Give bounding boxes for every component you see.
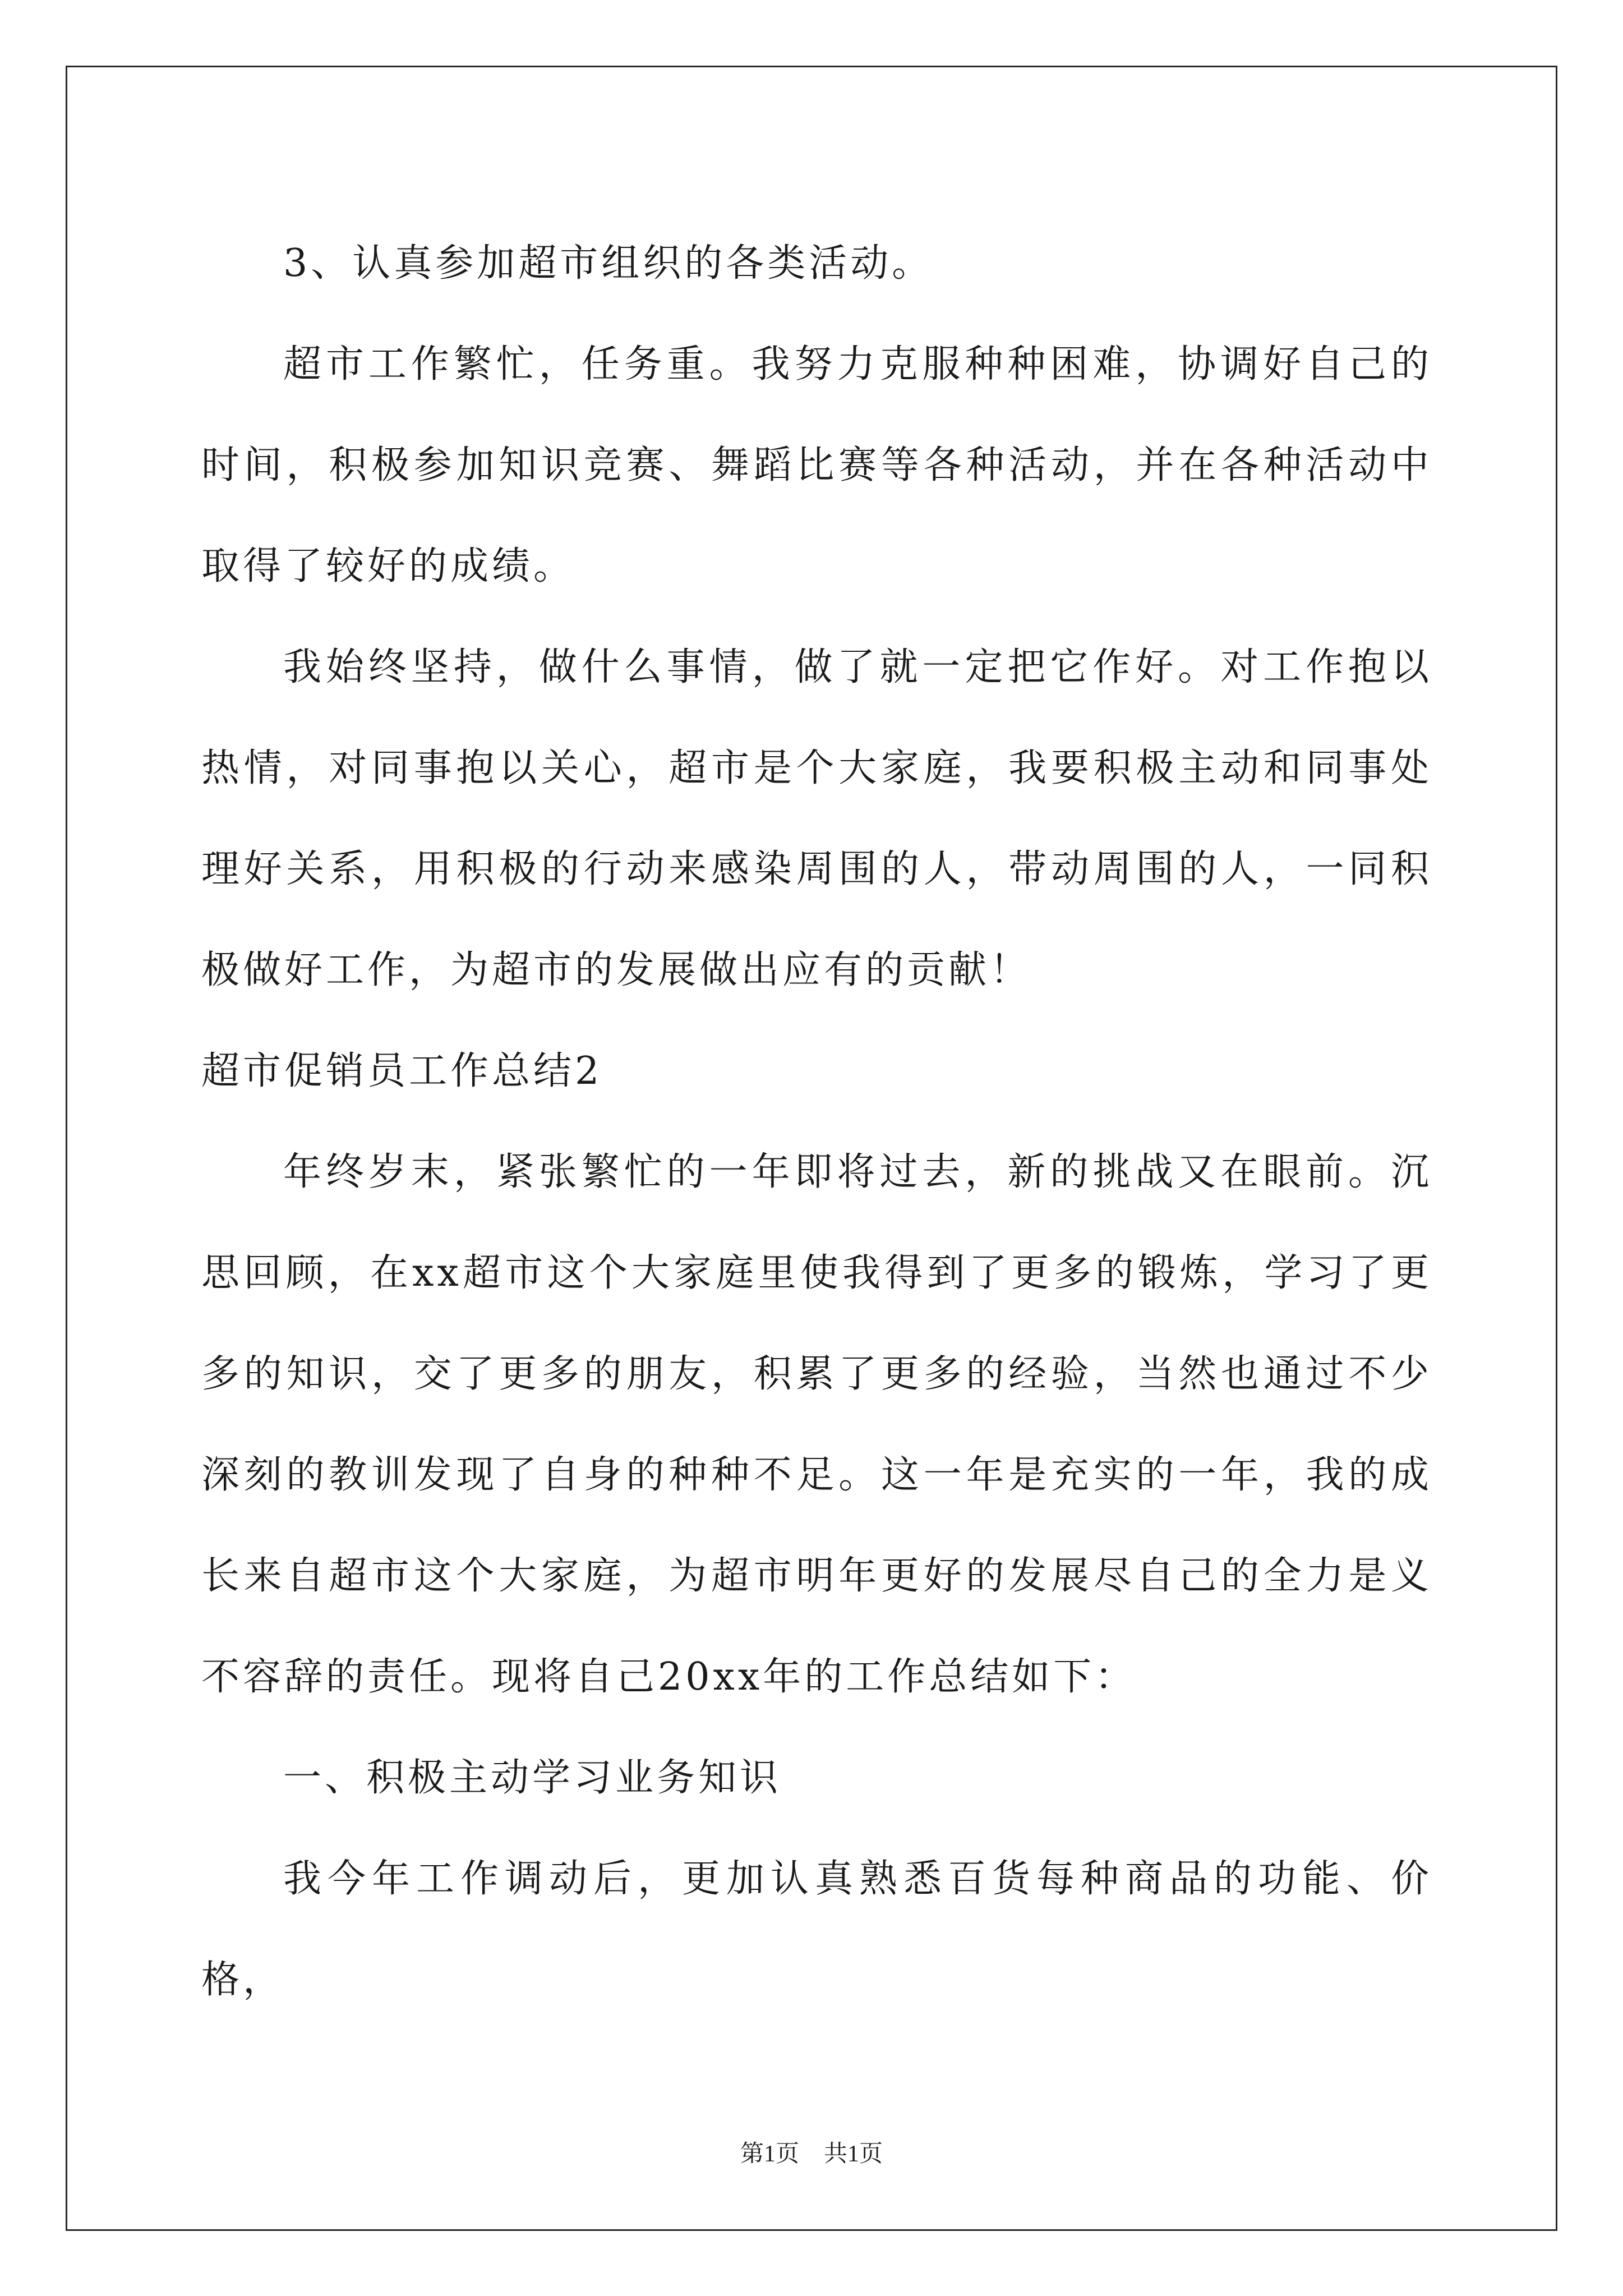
page-number: 第1页 [740,2141,799,2167]
section-title: 超市促销员工作总结2 [201,1049,603,1093]
paragraph-year-end: 年终岁末，紧张繁忙的一年即将过去，新的挑战又在眼前。沉思回顾，在xx超市这个大家庭里使我得到了更多的锻炼，学习了更多的知识，交了更多的朋友，积累了更多的经验，当然也通过不少深刻的教训发现了自身的种种不足。这一年是充实的一年，我的成长来自超市这个大家庭，为超市明年更好的发展尽自己的全力是义不容辞的责任。现将自己20xx年的工作总结如下： [201,1150,1432,1699]
subheading-learning: 一、积极主动学习业务知识 [283,1756,782,1800]
page-total: 共1页 [824,2141,883,2167]
paragraph-activities-item: 3、认真参加超市组织的各类活动。 [283,241,934,286]
paragraph-job-transfer: 我今年工作调动后，更加认真熟悉百货每种商品的功能、价格， [201,1857,1432,2002]
page-footer [0,2137,1623,2171]
document-body [201,213,1432,2031]
paragraph-busy-work: 超市工作繁忙，任务重。我努力克服种种困难，协调好自己的时间，积极参加知识竞赛、舞蹈比赛等各种活动，并在各种活动中取得了较好的成绩。 [201,342,1432,588]
paragraph-persistence: 我始终坚持，做什么事情，做了就一定把它作好。对工作抱以热情，对同事抱以关心，超市是个大家庭，我要积极主动和同事处理好关系，用积极的行动来感染周围的人，带动周围的人，一同积极做好工作，为超市的发展做出应有的贡献！ [201,645,1432,992]
